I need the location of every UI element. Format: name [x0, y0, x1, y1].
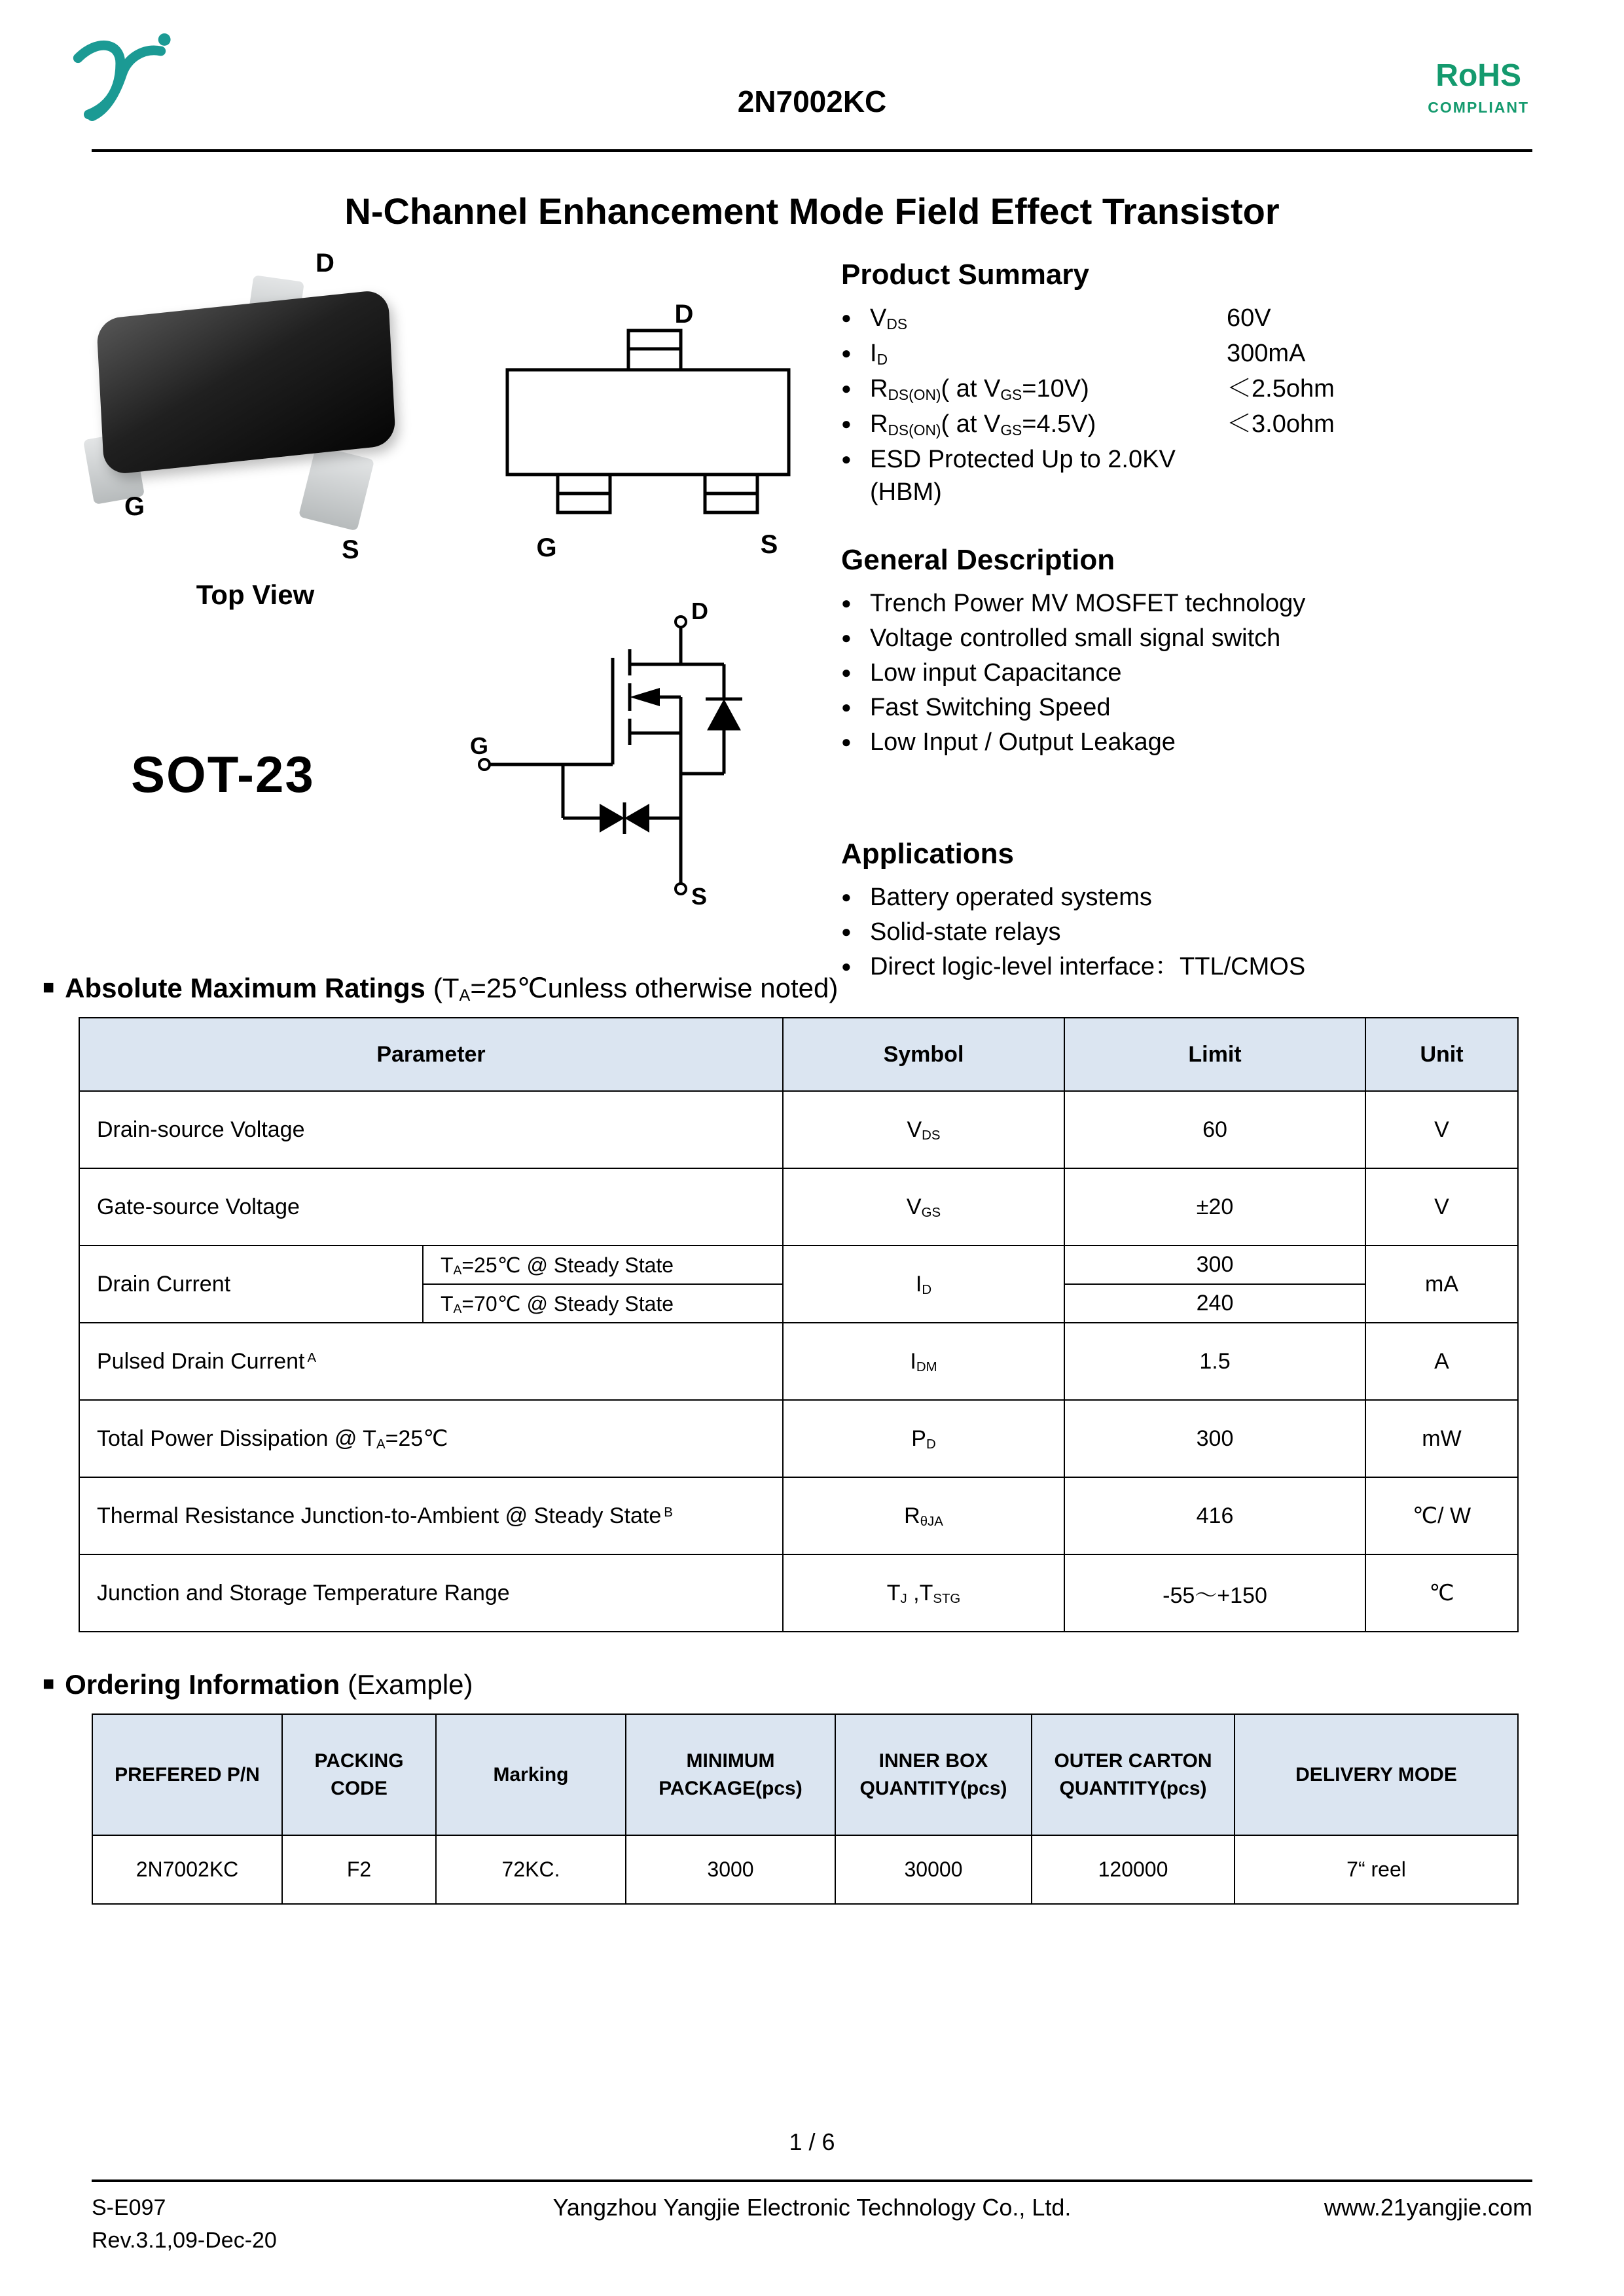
amr-limit-id-70: 240	[1064, 1284, 1365, 1323]
amr-param-tj: Junction and Storage Temperature Range	[79, 1554, 783, 1632]
ordering-heading	[43, 1669, 1548, 1700]
amr-row-id-25	[79, 1246, 1518, 1284]
absolute-maximum-ratings-section	[43, 972, 1548, 1632]
amr-cond-id-25	[423, 1246, 783, 1284]
bullet-icon: ●	[841, 414, 852, 433]
bullet-icon: ●	[841, 343, 852, 363]
summary-value: 60V	[1227, 304, 1271, 332]
description-item	[841, 691, 1542, 726]
bullet-icon: ●	[841, 378, 852, 398]
subtitle-text: (T	[433, 973, 460, 1003]
terminal-s	[676, 884, 686, 894]
summary-label	[870, 372, 1227, 408]
product-summary-item	[841, 337, 1542, 372]
ordering-minimum-package: 3000	[626, 1835, 835, 1904]
amr-col-symbol: Symbol	[783, 1018, 1064, 1091]
product-summary-item	[841, 302, 1542, 337]
ordering-title: Ordering Information	[65, 1669, 340, 1700]
symbol-sub: D	[926, 1437, 936, 1452]
summary-value: ＜3.0ohm	[1227, 410, 1335, 438]
amr-heading	[43, 972, 1548, 1004]
summary-value: 300mA	[1227, 340, 1306, 367]
product-summary-item	[841, 443, 1542, 511]
symbol-sub: STG	[933, 1591, 961, 1606]
amr-symbol-idm	[783, 1323, 1064, 1400]
symbol-pin-s-label: S	[691, 883, 708, 910]
amr-subtitle	[433, 973, 838, 1003]
symbol-text: I	[915, 1271, 922, 1297]
amr-col-unit: Unit	[1365, 1018, 1518, 1091]
amr-row-rthja	[79, 1477, 1518, 1554]
label-text: R	[870, 410, 888, 438]
symbol-sub: D	[922, 1282, 932, 1297]
amr-unit-idm: A	[1365, 1323, 1518, 1400]
ordering-col-packing-code: PACKING CODE	[282, 1714, 436, 1835]
ordering-col-marking: Marking	[436, 1714, 626, 1835]
symbol-text: R	[904, 1503, 920, 1528]
bullet-icon: ●	[841, 887, 852, 906]
symbol-pin-g-label: G	[470, 732, 489, 759]
ordering-table	[92, 1713, 1519, 1905]
application-text: Solid-state relays	[870, 918, 1061, 946]
ordering-col-inner-box: INNER BOX QUANTITY(pcs)	[835, 1714, 1032, 1835]
amr-row-tj	[79, 1554, 1518, 1632]
amr-symbol-pd	[783, 1400, 1064, 1477]
symbol-wires	[490, 627, 742, 884]
pin-label-s: S	[342, 535, 359, 564]
rohs-label: RoHS	[1435, 58, 1521, 93]
amr-title: Absolute Maximum Ratings	[65, 973, 425, 1003]
package-lead-source	[298, 446, 374, 531]
label-text: ( at V	[941, 375, 1001, 403]
amr-limit-vds: 60	[1064, 1091, 1365, 1168]
outline-shapes	[507, 331, 789, 512]
amr-limit-tj: -55～+150	[1064, 1554, 1365, 1632]
amr-param-rthja	[79, 1477, 783, 1554]
ordering-col-delivery-mode: DELIVERY MODE	[1235, 1714, 1518, 1835]
page-title: N-Channel Enhancement Mode Field Effect Transistor	[344, 190, 1280, 232]
label-sub: DS(ON)	[888, 386, 941, 403]
description-item	[841, 587, 1542, 622]
amr-row-idm	[79, 1323, 1518, 1400]
label-text: I	[870, 340, 877, 367]
symbol-text: ,T	[907, 1580, 933, 1605]
description-text: Low input Capacitance	[870, 659, 1122, 687]
subtitle-sub: A	[459, 986, 471, 1005]
general-description-list	[841, 587, 1542, 761]
description-text: Voltage controlled small signal switch	[870, 624, 1281, 652]
symbol-arrows	[600, 688, 741, 833]
amr-unit-vgs: V	[1365, 1168, 1518, 1246]
amr-row-pd	[79, 1400, 1518, 1477]
amr-param-vds: Drain-source Voltage	[79, 1091, 783, 1168]
amr-unit-vds: V	[1365, 1091, 1518, 1168]
amr-param-id: Drain Current	[79, 1246, 423, 1323]
cond-sub: A	[453, 1264, 462, 1278]
ordering-inner-box: 30000	[835, 1835, 1032, 1904]
rohs-badge	[1428, 58, 1529, 117]
description-item	[841, 656, 1542, 691]
symbol-sub: DM	[916, 1359, 937, 1374]
ordering-subtitle: (Example)	[348, 1669, 473, 1700]
param-text: Pulsed Drain Current	[97, 1348, 305, 1374]
symbol-sub: θJA	[920, 1514, 943, 1529]
package-outline-drawing	[478, 298, 792, 573]
symbol-text: V	[907, 1117, 922, 1142]
body-diode	[707, 699, 741, 730]
amr-limit-id-25: 300	[1064, 1246, 1365, 1284]
ordering-col-part-number: PREFERED P/N	[92, 1714, 282, 1835]
pin-label-g: G	[124, 492, 145, 521]
amr-symbol-tj	[783, 1554, 1064, 1632]
esd-diode-left	[600, 804, 624, 833]
label-text: V	[870, 304, 887, 332]
general-description-title: General Description	[841, 544, 1115, 576]
symbol-sub: DS	[922, 1128, 941, 1143]
ordering-col-outer-carton: OUTER CARTON QUANTITY(pcs)	[1032, 1714, 1235, 1835]
package-outline-body	[507, 370, 789, 475]
amr-cond-id-70	[423, 1284, 783, 1323]
amr-row-vds	[79, 1091, 1518, 1168]
bullet-icon: ●	[841, 732, 852, 751]
amr-row-vgs	[79, 1168, 1518, 1246]
description-item	[841, 726, 1542, 761]
applications-list	[841, 881, 1542, 985]
amr-limit-pd: 300	[1064, 1400, 1365, 1477]
summary-label	[870, 443, 1227, 511]
company-name: Yangzhou Yangjie Electronic Technology Co., Ltd.	[552, 2194, 1072, 2221]
symbol-pin-d-label: D	[691, 602, 708, 624]
doc-code: S-E097	[92, 2195, 166, 2220]
symbol-text: I	[910, 1348, 916, 1374]
description-text: Fast Switching Speed	[870, 694, 1111, 721]
ordering-data-row	[92, 1835, 1518, 1904]
applications-title: Applications	[841, 838, 1015, 870]
amr-unit-id: mA	[1365, 1246, 1518, 1323]
amr-param-idm	[79, 1323, 783, 1400]
product-summary-list	[841, 302, 1542, 511]
cond-text: T	[441, 1291, 454, 1316]
cond-text: =70℃ @ Steady State	[461, 1291, 674, 1316]
summary-column	[841, 259, 1542, 985]
summary-value: ＜2.5ohm	[1227, 375, 1335, 403]
amr-table	[79, 1017, 1519, 1632]
bullet-icon: ●	[841, 593, 852, 613]
mosfet-symbol-drawing	[465, 602, 766, 916]
bullet-icon: ●	[841, 697, 852, 717]
param-sup: A	[307, 1351, 317, 1366]
company-website[interactable]: www.21yangjie.com	[1324, 2194, 1532, 2221]
ordering-part-number: 2N7002KC	[92, 1835, 282, 1904]
rohs-compliant-label: COMPLIANT	[1428, 99, 1529, 116]
symbol-sub: GS	[921, 1205, 941, 1220]
amr-param-pd	[79, 1400, 783, 1477]
ordering-information-section	[43, 1669, 1548, 1905]
doc-revision: Rev.3.1,09-Dec-20	[92, 2228, 277, 2253]
summary-label	[870, 337, 1227, 372]
product-summary-title: Product Summary	[841, 259, 1089, 291]
symbol-terminals	[479, 617, 686, 894]
cond-text: =25℃ @ Steady State	[461, 1253, 674, 1277]
amr-col-limit: Limit	[1064, 1018, 1365, 1091]
terminal-g	[479, 759, 490, 770]
label-sub: GS	[1000, 386, 1022, 403]
section-square-icon: ■	[43, 977, 55, 998]
amr-symbol-rthja	[783, 1477, 1064, 1554]
bullet-icon: ●	[841, 662, 852, 682]
param-text: Thermal Resistance Junction-to-Ambient @ Steady State	[97, 1503, 662, 1528]
cond-sub: A	[453, 1302, 462, 1317]
amr-limit-vgs: ±20	[1064, 1168, 1365, 1246]
application-item	[841, 881, 1542, 916]
bullet-icon: ●	[841, 449, 852, 469]
label-sub: D	[876, 350, 888, 368]
package-graphics	[59, 249, 825, 929]
ordering-header-row	[92, 1714, 1518, 1835]
part-number-title: 2N7002KC	[737, 84, 887, 118]
param-text: =25℃	[385, 1426, 448, 1451]
bullet-icon: ●	[841, 628, 852, 647]
body-arrow	[630, 688, 660, 706]
ordering-outer-carton: 120000	[1032, 1835, 1235, 1904]
amr-unit-rthja: ℃/ W	[1365, 1477, 1518, 1554]
application-item	[841, 916, 1542, 950]
amr-header-row	[79, 1018, 1518, 1091]
symbol-text: T	[886, 1580, 901, 1605]
description-text: Low Input / Output Leakage	[870, 728, 1176, 756]
page-number: 1 / 6	[789, 2128, 835, 2155]
ordering-marking: 72KC.	[436, 1835, 626, 1904]
amr-unit-pd: mW	[1365, 1400, 1518, 1477]
amr-param-vgs: Gate-source Voltage	[79, 1168, 783, 1246]
amr-symbol-vgs	[783, 1168, 1064, 1246]
package-body	[96, 289, 396, 476]
application-text: Direct logic-level interface：TTL/CMOS	[870, 953, 1306, 980]
product-summary-item	[841, 408, 1542, 443]
label-text: ( at V	[941, 410, 1001, 438]
param-text: Total Power Dissipation @ T	[97, 1426, 376, 1451]
summary-label	[870, 302, 1227, 337]
amr-limit-idm: 1.5	[1064, 1323, 1365, 1400]
package-name: SOT-23	[131, 745, 315, 803]
product-summary-item	[841, 372, 1542, 408]
summary-label	[870, 408, 1227, 443]
bullet-icon: ●	[841, 308, 852, 327]
amr-col-parameter: Parameter	[79, 1018, 783, 1091]
label-text: =10V)	[1022, 375, 1089, 403]
param-sup: B	[664, 1505, 673, 1520]
description-item	[841, 622, 1542, 656]
header-divider	[92, 149, 1532, 152]
symbol-text: P	[911, 1426, 926, 1451]
subtitle-text: =25℃unless otherwise noted)	[470, 973, 839, 1003]
amr-symbol-id	[783, 1246, 1064, 1323]
label-sub: DS(ON)	[888, 421, 941, 439]
bullet-icon: ●	[841, 956, 852, 976]
label-text: R	[870, 375, 888, 403]
amr-limit-rthja: 416	[1064, 1477, 1365, 1554]
description-text: Trench Power MV MOSFET technology	[870, 590, 1306, 617]
ordering-delivery-mode: 7“ reel	[1235, 1835, 1518, 1904]
top-view-label: Top View	[196, 579, 315, 610]
pin-label-d: D	[316, 249, 334, 278]
outline-pin-s-label: S	[760, 530, 778, 559]
terminal-d	[676, 617, 686, 627]
symbol-sub: J	[900, 1591, 907, 1606]
param-sub: A	[376, 1437, 386, 1452]
bullet-icon: ●	[841, 922, 852, 941]
label-text: ESD Protected Up to 2.0KV (HBM)	[870, 446, 1176, 506]
footer-divider	[92, 2179, 1532, 2182]
label-sub: DS	[886, 315, 908, 332]
amr-unit-tj: ℃	[1365, 1554, 1518, 1632]
cond-text: T	[441, 1253, 454, 1277]
label-text: =4.5V)	[1022, 410, 1096, 438]
application-text: Battery operated systems	[870, 884, 1152, 911]
label-sub: GS	[1000, 421, 1022, 439]
esd-diode-right	[624, 804, 649, 833]
outline-pin-d-label: D	[674, 300, 694, 329]
amr-symbol-vds	[783, 1091, 1064, 1168]
section-square-icon: ■	[43, 1673, 55, 1695]
symbol-text: V	[906, 1194, 922, 1219]
ordering-packing-code: F2	[282, 1835, 436, 1904]
outline-pin-g-label: G	[536, 533, 557, 562]
ordering-col-minimum-package: MINIMUM PACKAGE(pcs)	[626, 1714, 835, 1835]
